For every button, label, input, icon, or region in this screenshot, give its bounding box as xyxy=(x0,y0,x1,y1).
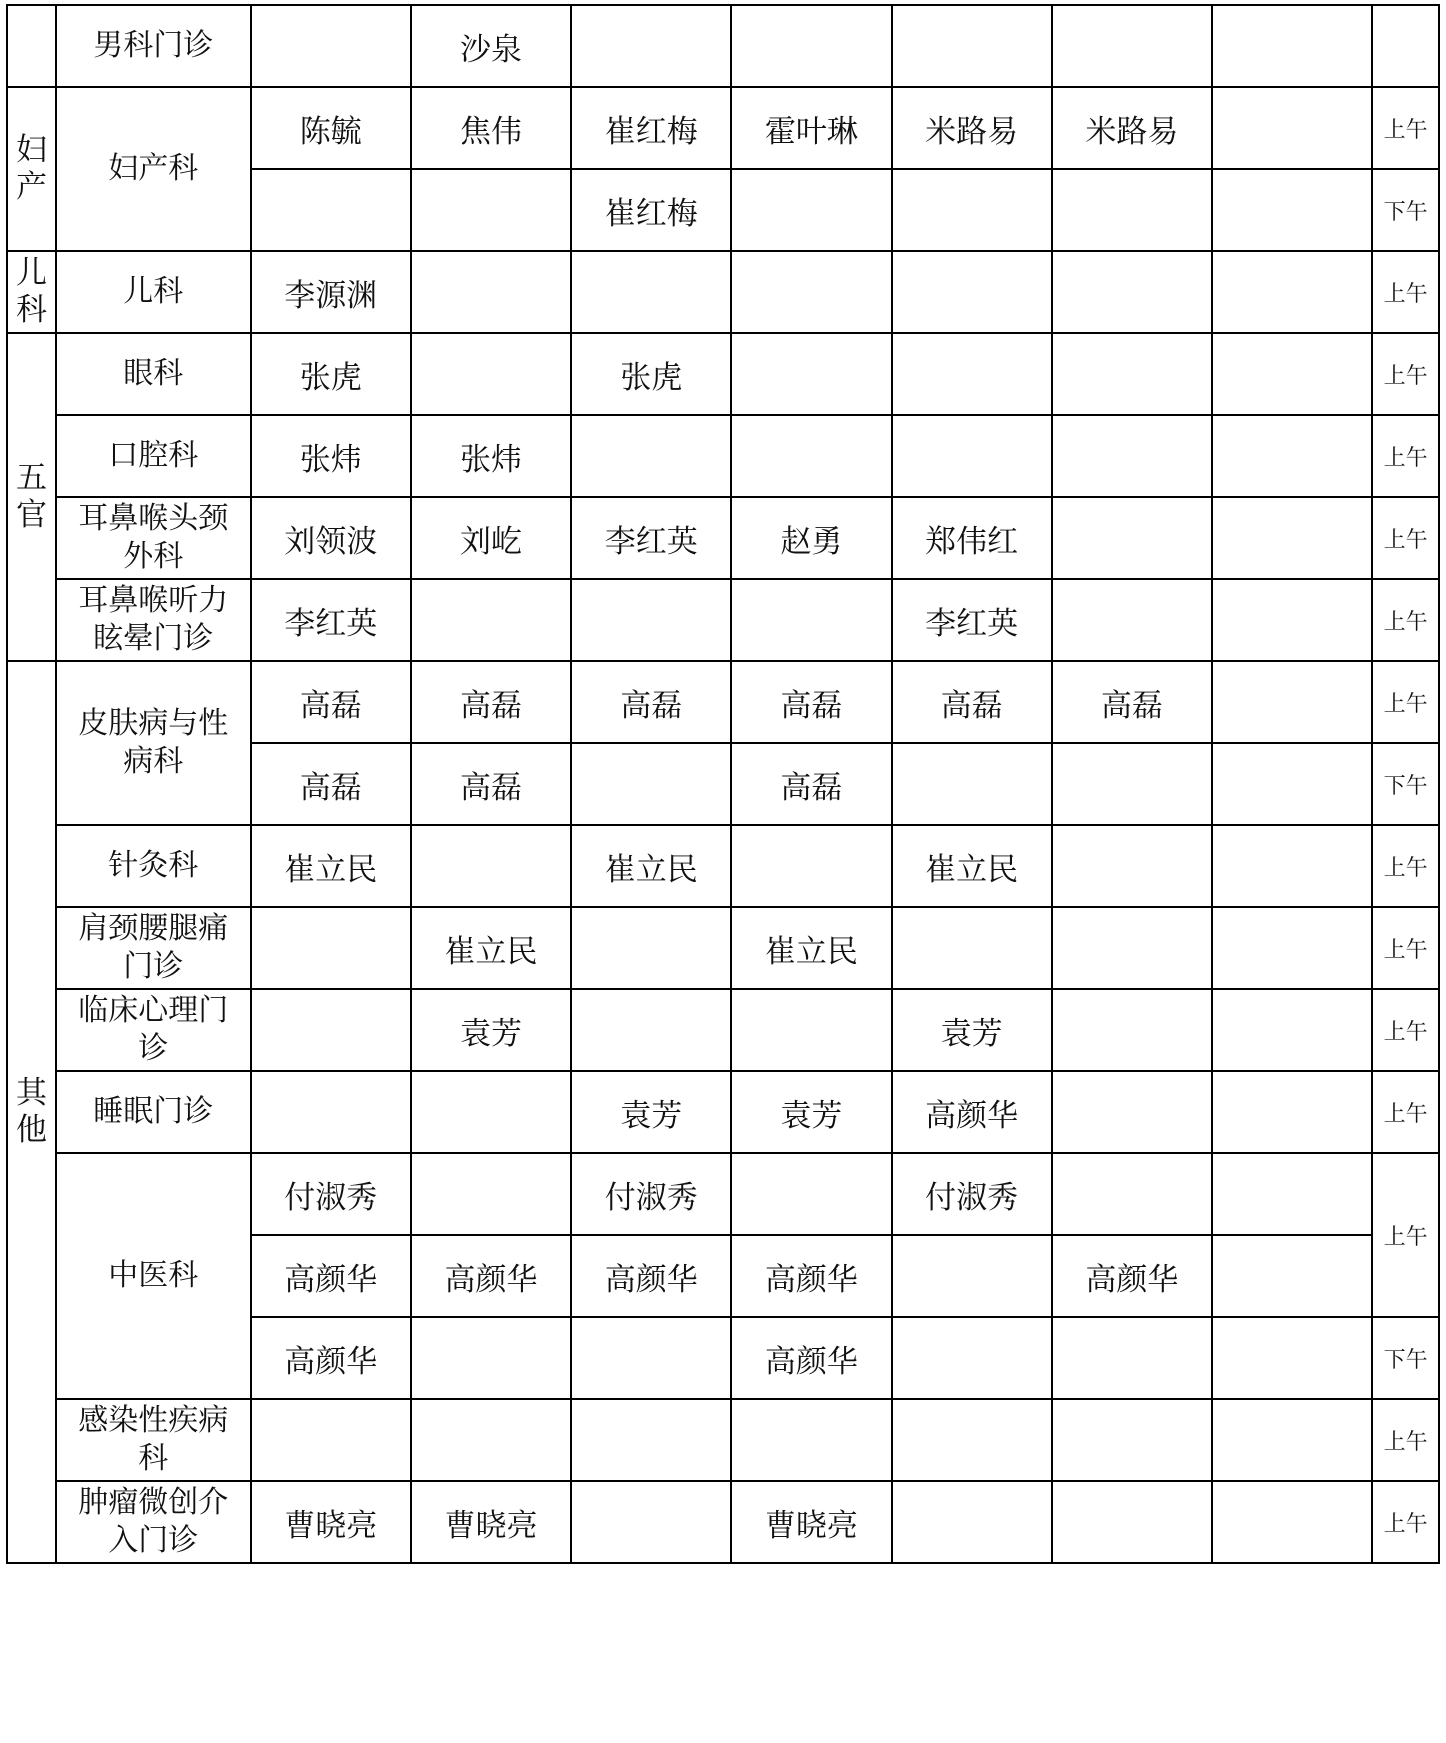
doctor-cell xyxy=(411,1317,571,1399)
doctor-cell: 霍叶琳 xyxy=(731,87,891,169)
doctor-cell: 高磊 xyxy=(411,661,571,743)
department-name: 临床心理门诊 xyxy=(78,993,229,1066)
table-row xyxy=(7,661,1439,743)
table-row xyxy=(7,497,1439,579)
doctor-cell xyxy=(892,907,1052,989)
doctor-cell xyxy=(892,743,1052,825)
doctor-cell: 高颜华 xyxy=(731,1317,891,1399)
department-cell xyxy=(56,251,251,333)
doctor-cell: 高磊 xyxy=(251,661,411,743)
doctor-cell xyxy=(571,1317,731,1399)
doctor-cell xyxy=(1212,1235,1372,1317)
doctor-cell: 李源渊 xyxy=(251,251,411,333)
doctor-cell xyxy=(411,1071,571,1153)
doctor-cell xyxy=(251,169,411,251)
department-name: 口腔科 xyxy=(108,438,199,473)
doctor-cell: 付淑秀 xyxy=(571,1153,731,1235)
doctor-cell: 李红英 xyxy=(571,497,731,579)
department-name: 肩颈腰腿痛门诊 xyxy=(78,911,229,984)
session-time-cell: 上午 xyxy=(1372,415,1439,497)
doctor-cell xyxy=(1212,1399,1372,1481)
doctor-cell: 高磊 xyxy=(251,743,411,825)
department-name: 睡眠门诊 xyxy=(93,1094,214,1129)
doctor-cell xyxy=(731,579,891,661)
doctor-cell xyxy=(251,1399,411,1481)
doctor-cell: 张炜 xyxy=(251,415,411,497)
doctor-cell xyxy=(1212,825,1372,907)
doctor-cell: 焦伟 xyxy=(411,87,571,169)
doctor-cell xyxy=(1052,251,1212,333)
doctor-cell: 高磊 xyxy=(892,661,1052,743)
doctor-cell xyxy=(1212,1153,1372,1235)
doctor-cell xyxy=(1052,1399,1212,1481)
doctor-cell xyxy=(1212,907,1372,989)
session-time-cell: 上午 xyxy=(1372,825,1439,907)
department-cell xyxy=(56,1399,251,1481)
doctor-cell: 袁芳 xyxy=(571,1071,731,1153)
department-name: 感染性疾病科 xyxy=(78,1403,229,1476)
doctor-cell: 付淑秀 xyxy=(892,1153,1052,1235)
table-row xyxy=(7,907,1439,989)
doctor-cell: 袁芳 xyxy=(731,1071,891,1153)
category-cell xyxy=(7,333,56,661)
doctor-cell xyxy=(251,1071,411,1153)
doctor-cell xyxy=(1052,5,1212,87)
doctor-cell xyxy=(251,989,411,1071)
doctor-cell xyxy=(731,169,891,251)
doctor-cell: 崔立民 xyxy=(731,907,891,989)
doctor-cell xyxy=(1212,333,1372,415)
department-name: 针灸科 xyxy=(108,848,199,883)
doctor-cell xyxy=(1212,1481,1372,1563)
department-cell xyxy=(56,1071,251,1153)
doctor-cell xyxy=(731,5,891,87)
doctor-cell xyxy=(731,825,891,907)
doctor-cell xyxy=(1052,1071,1212,1153)
doctor-cell xyxy=(892,5,1052,87)
doctor-cell: 高颜华 xyxy=(1052,1235,1212,1317)
doctor-cell xyxy=(1212,497,1372,579)
department-cell xyxy=(56,87,251,251)
doctor-cell xyxy=(731,989,891,1071)
doctor-cell: 李红英 xyxy=(892,579,1052,661)
session-time-cell: 上午 xyxy=(1372,87,1439,169)
department-name: 儿科 xyxy=(123,274,184,309)
department-name: 妇产科 xyxy=(108,151,199,186)
doctor-cell xyxy=(1212,251,1372,333)
doctor-cell xyxy=(411,169,571,251)
doctor-cell xyxy=(571,1481,731,1563)
category-label: 妇产 xyxy=(15,131,47,205)
session-time-cell: 上午 xyxy=(1372,1481,1439,1563)
doctor-cell xyxy=(1212,743,1372,825)
doctor-cell xyxy=(1052,1481,1212,1563)
doctor-cell xyxy=(1212,661,1372,743)
doctor-cell: 付淑秀 xyxy=(251,1153,411,1235)
doctor-cell xyxy=(1052,497,1212,579)
doctor-cell xyxy=(411,1153,571,1235)
doctor-cell: 崔红梅 xyxy=(571,87,731,169)
session-time-cell: 上午 xyxy=(1372,497,1439,579)
table-row xyxy=(7,1071,1439,1153)
doctor-cell xyxy=(251,5,411,87)
doctor-cell xyxy=(731,251,891,333)
session-time-cell: 下午 xyxy=(1372,1317,1439,1399)
session-time-cell: 上午 xyxy=(1372,989,1439,1071)
doctor-cell xyxy=(411,825,571,907)
doctor-cell xyxy=(892,1399,1052,1481)
doctor-cell: 高颜华 xyxy=(731,1235,891,1317)
department-name: 耳鼻喉头颈外科 xyxy=(78,501,229,574)
category-label: 其他 xyxy=(15,1074,47,1148)
doctor-cell xyxy=(571,579,731,661)
doctor-cell: 袁芳 xyxy=(892,989,1052,1071)
table-row xyxy=(7,5,1439,87)
doctor-cell: 张炜 xyxy=(411,415,571,497)
category-cell xyxy=(7,251,56,333)
session-time-cell xyxy=(1372,5,1439,87)
doctor-cell xyxy=(1212,169,1372,251)
doctor-cell xyxy=(892,1235,1052,1317)
doctor-cell xyxy=(892,1317,1052,1399)
session-time-cell: 上午 xyxy=(1372,1399,1439,1481)
doctor-cell: 曹晓亮 xyxy=(411,1481,571,1563)
doctor-cell xyxy=(1212,579,1372,661)
doctor-cell: 高磊 xyxy=(731,661,891,743)
department-cell xyxy=(56,989,251,1071)
department-cell xyxy=(56,1481,251,1563)
doctor-cell: 高颜华 xyxy=(251,1317,411,1399)
doctor-cell xyxy=(571,5,731,87)
doctor-cell: 高磊 xyxy=(1052,661,1212,743)
doctor-cell xyxy=(571,251,731,333)
table-row xyxy=(7,989,1439,1071)
doctor-cell xyxy=(892,333,1052,415)
doctor-cell: 米路易 xyxy=(1052,87,1212,169)
doctor-cell: 刘领波 xyxy=(251,497,411,579)
table-row xyxy=(7,333,1439,415)
table-row xyxy=(7,825,1439,907)
doctor-cell: 曹晓亮 xyxy=(251,1481,411,1563)
doctor-cell: 高颜华 xyxy=(571,1235,731,1317)
doctor-cell xyxy=(411,333,571,415)
doctor-cell: 高磊 xyxy=(411,743,571,825)
doctor-cell: 刘屹 xyxy=(411,497,571,579)
department-cell xyxy=(56,1153,251,1399)
department-cell xyxy=(56,661,251,825)
clinic-schedule-table xyxy=(6,4,1440,1564)
doctor-cell xyxy=(1212,989,1372,1071)
category-cell xyxy=(7,661,56,1563)
doctor-cell xyxy=(1052,989,1212,1071)
doctor-cell xyxy=(571,743,731,825)
table-row xyxy=(7,415,1439,497)
session-time-cell: 上午 xyxy=(1372,661,1439,743)
doctor-cell xyxy=(892,169,1052,251)
department-cell xyxy=(56,497,251,579)
doctor-cell xyxy=(571,1399,731,1481)
doctor-cell xyxy=(731,415,891,497)
category-label: 五官 xyxy=(15,459,47,533)
department-name: 肿瘤微创介入门诊 xyxy=(78,1485,229,1558)
category-label: 儿科 xyxy=(15,254,47,328)
doctor-cell: 陈毓 xyxy=(251,87,411,169)
doctor-cell xyxy=(892,415,1052,497)
doctor-cell: 崔立民 xyxy=(892,825,1052,907)
doctor-cell: 曹晓亮 xyxy=(731,1481,891,1563)
doctor-cell xyxy=(731,333,891,415)
doctor-cell xyxy=(1052,579,1212,661)
session-time-cell: 下午 xyxy=(1372,743,1439,825)
category-cell xyxy=(7,87,56,251)
schedule-body xyxy=(7,5,1439,1563)
doctor-cell xyxy=(1052,825,1212,907)
doctor-cell: 高颜华 xyxy=(892,1071,1052,1153)
doctor-cell xyxy=(1052,743,1212,825)
doctor-cell xyxy=(411,1399,571,1481)
doctor-cell xyxy=(571,415,731,497)
doctor-cell xyxy=(1052,169,1212,251)
doctor-cell xyxy=(892,1481,1052,1563)
table-row xyxy=(7,1399,1439,1481)
doctor-cell: 袁芳 xyxy=(411,989,571,1071)
department-cell xyxy=(56,5,251,87)
doctor-cell: 高磊 xyxy=(731,743,891,825)
doctor-cell xyxy=(1052,1317,1212,1399)
doctor-cell: 崔立民 xyxy=(411,907,571,989)
category-cell xyxy=(7,5,56,87)
doctor-cell xyxy=(411,251,571,333)
doctor-cell: 高颜华 xyxy=(411,1235,571,1317)
session-time-cell: 上午 xyxy=(1372,579,1439,661)
doctor-cell: 李红英 xyxy=(251,579,411,661)
department-cell xyxy=(56,415,251,497)
doctor-cell: 张虎 xyxy=(251,333,411,415)
doctor-cell xyxy=(1052,1153,1212,1235)
session-time-cell: 上午 xyxy=(1372,907,1439,989)
doctor-cell xyxy=(1212,87,1372,169)
table-row xyxy=(7,87,1439,169)
doctor-cell: 高颜华 xyxy=(251,1235,411,1317)
session-time-cell: 上午 xyxy=(1372,1153,1439,1317)
doctor-cell: 崔立民 xyxy=(251,825,411,907)
department-cell xyxy=(56,579,251,661)
session-time-cell: 下午 xyxy=(1372,169,1439,251)
doctor-cell xyxy=(411,579,571,661)
doctor-cell xyxy=(731,1399,891,1481)
department-name: 男科门诊 xyxy=(93,28,214,63)
department-name: 中医科 xyxy=(108,1258,199,1293)
doctor-cell: 沙泉 xyxy=(411,5,571,87)
doctor-cell xyxy=(1052,415,1212,497)
doctor-cell xyxy=(1212,1071,1372,1153)
table-row xyxy=(7,1481,1439,1563)
doctor-cell xyxy=(731,1153,891,1235)
session-time-cell: 上午 xyxy=(1372,251,1439,333)
session-time-cell: 上午 xyxy=(1372,333,1439,415)
table-row xyxy=(7,1153,1439,1235)
table-row xyxy=(7,579,1439,661)
doctor-cell: 高磊 xyxy=(571,661,731,743)
department-name: 耳鼻喉听力眩晕门诊 xyxy=(78,583,229,656)
doctor-cell xyxy=(1212,1317,1372,1399)
doctor-cell: 郑伟红 xyxy=(892,497,1052,579)
doctor-cell: 崔红梅 xyxy=(571,169,731,251)
doctor-cell: 赵勇 xyxy=(731,497,891,579)
doctor-cell: 米路易 xyxy=(892,87,1052,169)
doctor-cell: 崔立民 xyxy=(571,825,731,907)
session-time-cell: 上午 xyxy=(1372,1071,1439,1153)
doctor-cell xyxy=(1052,907,1212,989)
table-row xyxy=(7,251,1439,333)
doctor-cell xyxy=(892,251,1052,333)
doctor-cell xyxy=(1212,415,1372,497)
doctor-cell xyxy=(571,989,731,1071)
doctor-cell xyxy=(1212,5,1372,87)
department-name: 眼科 xyxy=(123,356,184,391)
doctor-cell xyxy=(1052,333,1212,415)
department-name: 皮肤病与性病科 xyxy=(78,706,229,779)
doctor-cell xyxy=(251,907,411,989)
department-cell xyxy=(56,907,251,989)
department-cell xyxy=(56,825,251,907)
department-cell xyxy=(56,333,251,415)
doctor-cell xyxy=(571,907,731,989)
doctor-cell: 张虎 xyxy=(571,333,731,415)
